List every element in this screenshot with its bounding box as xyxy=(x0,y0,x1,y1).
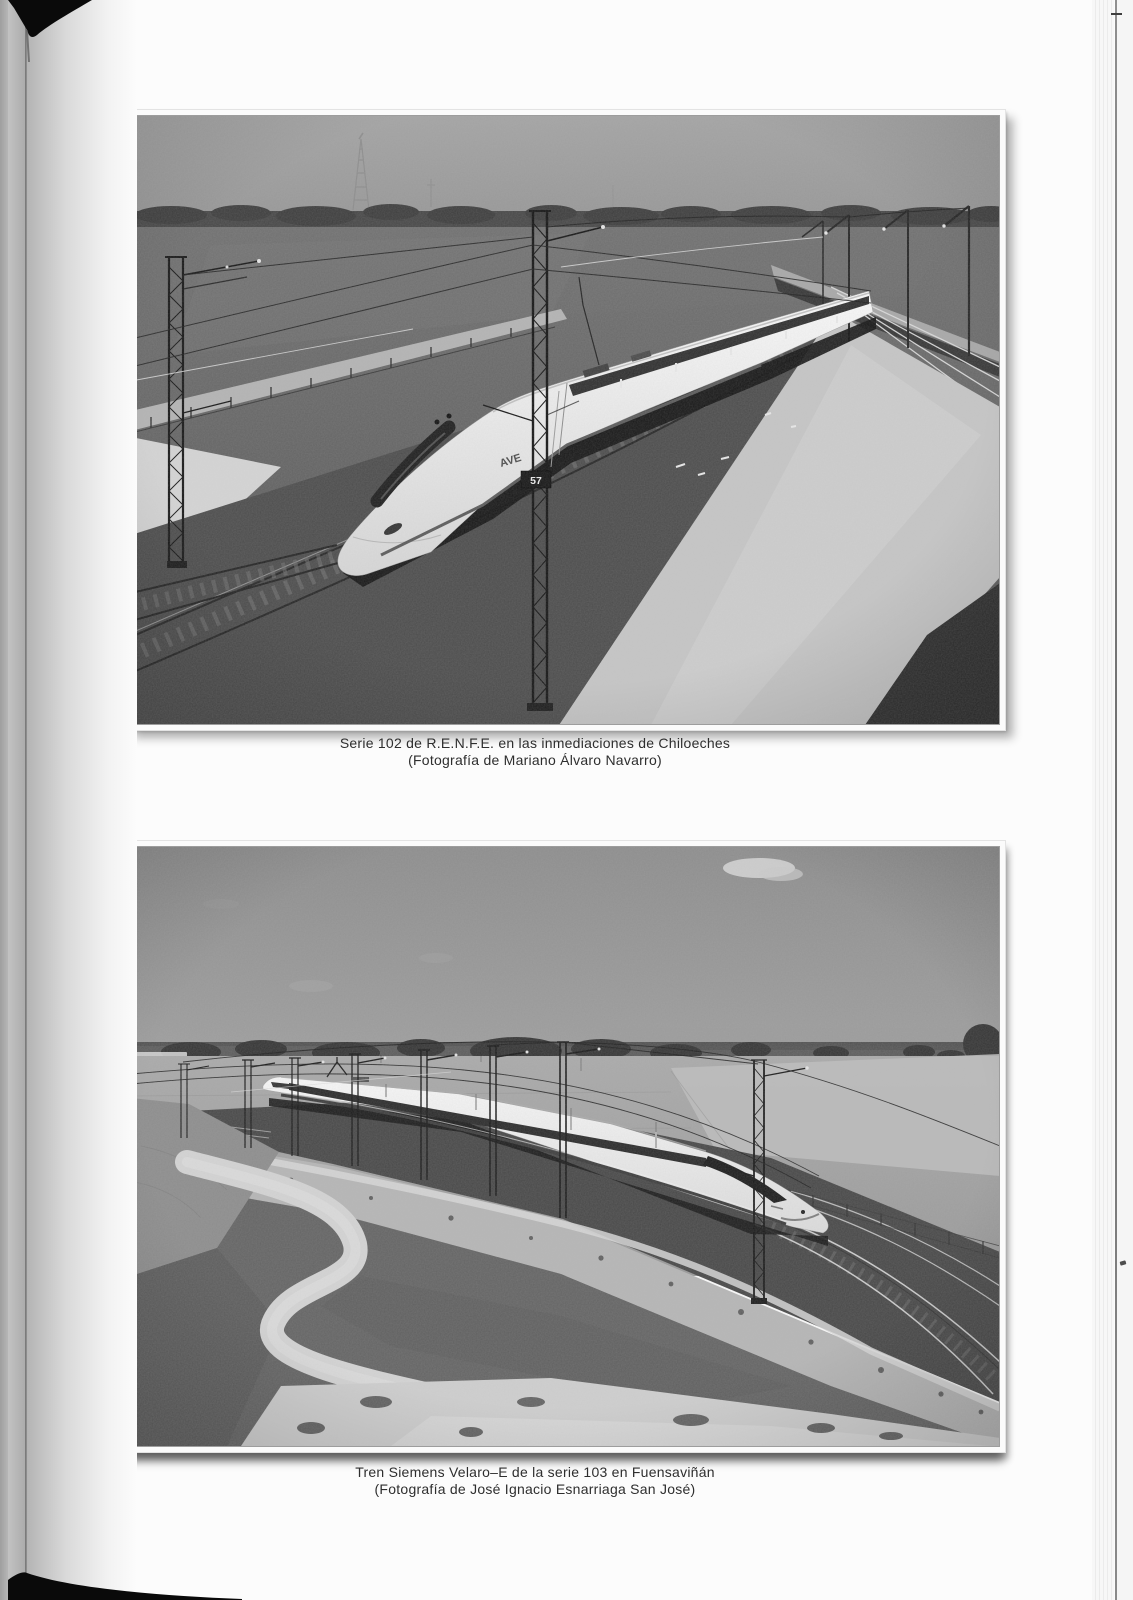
page-gutter xyxy=(8,0,26,1600)
next-page-edge xyxy=(1117,0,1133,1600)
photo-1-image xyxy=(131,115,1000,725)
caption-1-line-2: (Fotografía de Mariano Álvaro Navarro) xyxy=(408,752,662,768)
page-curl-bottom xyxy=(0,1538,260,1600)
scanner-edge-strip xyxy=(0,0,8,1600)
figure-2-caption xyxy=(355,1464,715,1498)
caption-1-line-1: Serie 102 de R.E.N.F.E. en las inmediaciones de Chiloeches xyxy=(339,735,731,751)
photo-2-frame xyxy=(126,841,1005,1452)
photo-2-image xyxy=(131,846,1000,1447)
caption-2-line-1: Tren Siemens Velaro–E de la serie 103 en Fuensaviñán xyxy=(355,1464,715,1480)
figure-1-caption xyxy=(340,735,730,769)
page-edge-mark xyxy=(1111,13,1122,15)
caption-2-line-2: (Fotografía de José Ignacio Esnarriaga San José) xyxy=(374,1481,696,1497)
photo-1-frame xyxy=(126,110,1005,730)
page-curl-top xyxy=(0,0,260,62)
binding-shadow xyxy=(27,0,137,1600)
page-edge-stripes xyxy=(1092,0,1114,1600)
